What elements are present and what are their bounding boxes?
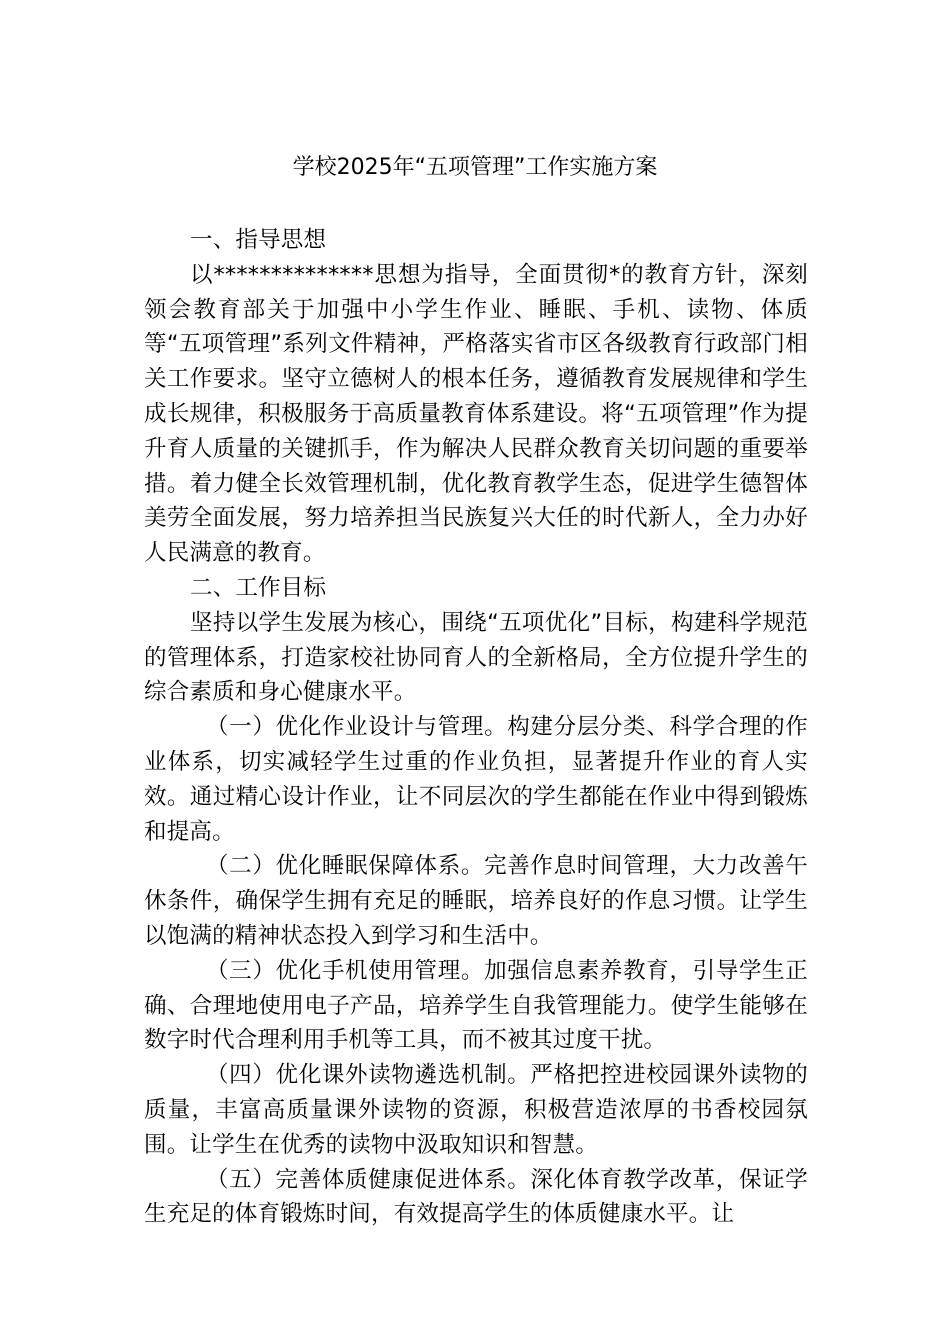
section-heading: 二、工作目标 [190, 574, 327, 601]
paragraph: 以**************思想为指导，全面贯彻*的教育方针，深刻领会教育部关于加强中小学生作业、睡眠、手机、读物、体质等“五项管理”系列文件精神，严格落实省市区各级教育行政部门相关工作要求。坚守立德树人的根本任务，遵循教育发展规律和学生成长规律，积极服务于高质量教育体系建设。将“五项管理”作为提升育人质量的关键抓手，作为解决人民群众教育关切问题的重要举措。着力健全长效管理机制，优化教育教学生态，促进学生德智体美劳全面发展，努力培养担当民族复兴大任的时代新人，全力办好人民满意的教育。 [144, 261, 808, 567]
document-title: 学校2025年“五项管理”工作实施方案 [292, 155, 658, 180]
list-item: （五）完善体质健康促进体系。深化体育教学改革，保证学生充足的体育锻炼时间，有效提高学生的体质健康水平。让 [144, 1166, 808, 1228]
paragraph: 坚持以学生发展为核心，围绕“五项优化”目标，构建科学规范的管理体系，打造家校社协同育人的全新格局，全方位提升学生的综合素质和身心健康水平。 [144, 609, 808, 706]
list-item: （二）优化睡眠保障体系。完善作息时间管理，大力改善午休条件，确保学生拥有充足的睡眠，培养良好的作息习惯。让学生以饱满的精神状态投入到学习和生活中。 [144, 853, 808, 949]
list-item: （三）优化手机使用管理。加强信息素养教育，引导学生正确、合理地使用电子产品，培养学生自我管理能力。使学生能够在数字时代合理利用手机等工具，而不被其过度干扰。 [144, 957, 808, 1054]
section-heading: 一、指导思想 [190, 227, 327, 253]
document-body [144, 223, 808, 1232]
list-item: （四）优化课外读物遴选机制。严格把控进校园课外读物的质量，丰富高质量课外读物的资源，积极营造浓厚的书香校园氛围。让学生在优秀的读物中汲取知识和智慧。 [144, 1062, 808, 1158]
list-item: （一）优化作业设计与管理。构建分层分类、科学合理的作业体系，切实减轻学生过重的作业负担，显著提升作业的育人实效。通过精心设计作业，让不同层次的学生都能在作业中得到锻炼和提高。 [144, 714, 808, 845]
